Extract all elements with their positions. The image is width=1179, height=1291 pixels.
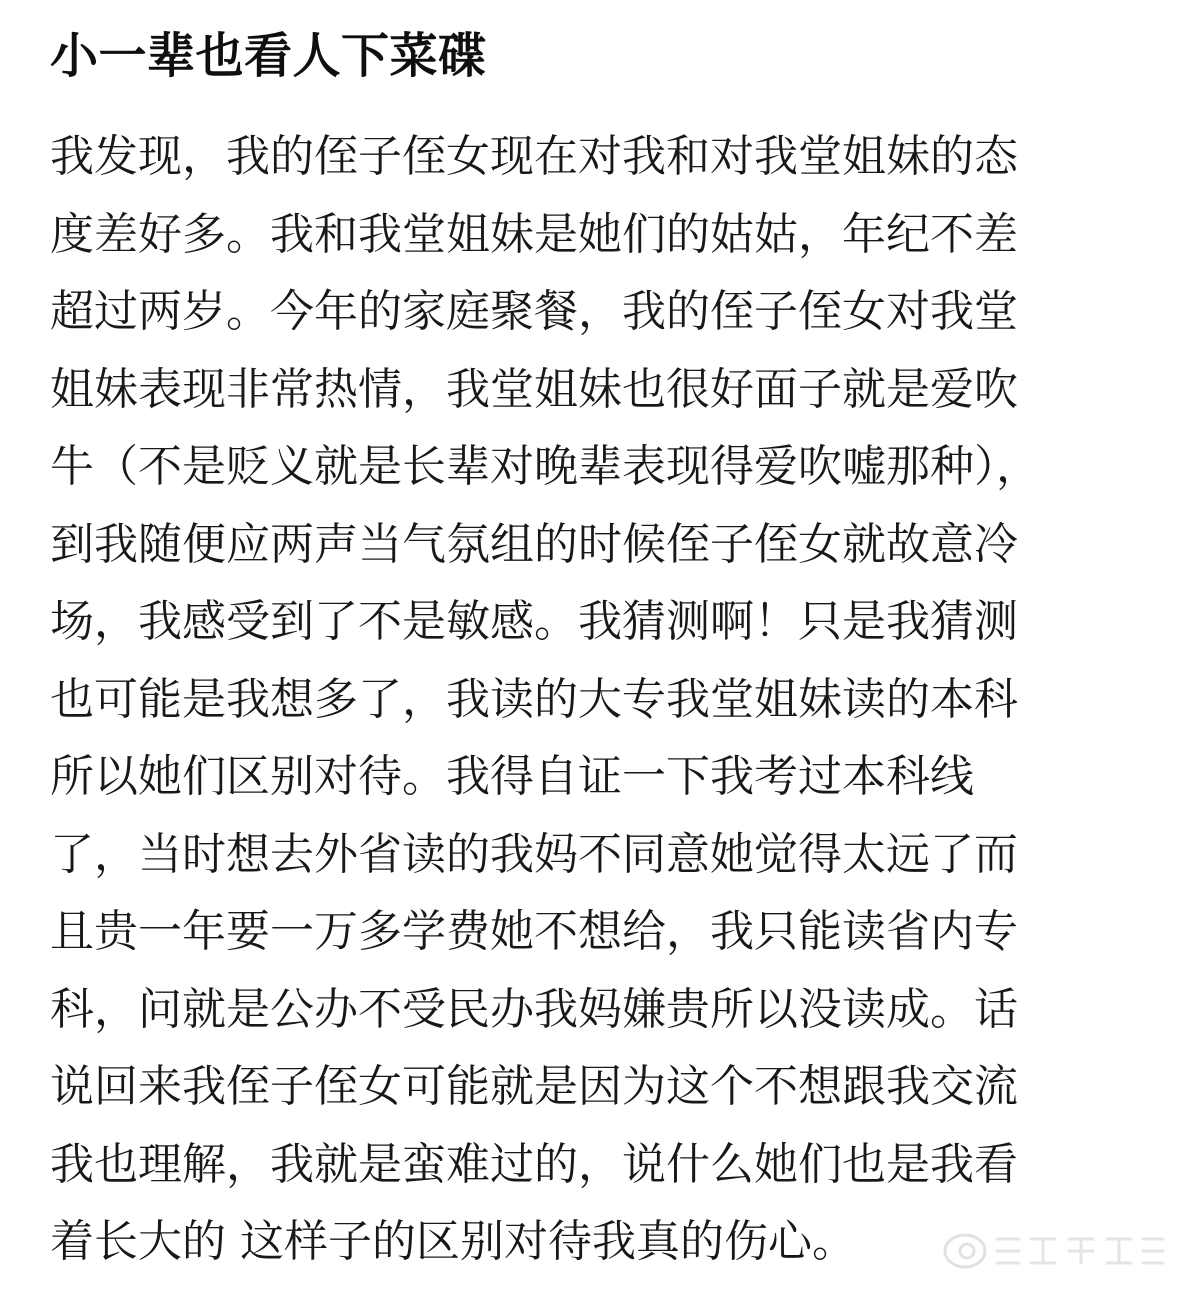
post-line: 着长大的 这样子的区别对待我真的伤心。 [50, 1216, 856, 1267]
post-line: 我发现，我的侄子侄女现在对我和对我堂姐妹的态 [50, 131, 1018, 182]
post-container [50, 28, 1130, 1281]
post-line: 到我随便应两声当气氛组的时候侄子侄女就故意冷 [50, 518, 1018, 570]
post-line: 超过两岁。今年的家庭聚餐，我的侄子侄女对我堂 [50, 286, 1018, 337]
post-line: 且贵一年要一万多学费她不想给，我只能读省内专 [50, 906, 1018, 957]
post-line: 场，我感受到了不是敏感。我猜测啊！只是我猜测 [50, 596, 1018, 647]
post-body [50, 118, 1130, 1281]
post-line: 度差好多。我和我堂姐妹是她们的姑姑，年纪不差 [50, 208, 1018, 260]
post-line: 姐妹表现非常热情，我堂姐妹也很好面子就是爱吹 [50, 363, 1018, 415]
post-line: 也可能是我想多了，我读的大专我堂姐妹读的本科 [50, 673, 1018, 725]
post-line: 所以她们区别对待。我得自证一下我考过本科线 [50, 751, 974, 802]
post-line: 牛（不是贬义就是长辈对晚辈表现得爱吹嘘那种）， [50, 441, 1040, 492]
watermark-logo-icon [939, 1225, 1169, 1277]
post-line: 说回来我侄子侄女可能就是因为这个不想跟我交流 [50, 1061, 1018, 1112]
post-line: 科，问就是公办不受民办我妈嫌贵所以没读成。话 [50, 983, 1018, 1035]
post-line: 我也理解，我就是蛮难过的，说什么她们也是我看 [50, 1138, 1018, 1190]
post-line: 了，当时想去外省读的我妈不同意她觉得太远了而 [50, 828, 1018, 880]
post-title: 小一辈也看人下菜碟 [50, 28, 487, 84]
